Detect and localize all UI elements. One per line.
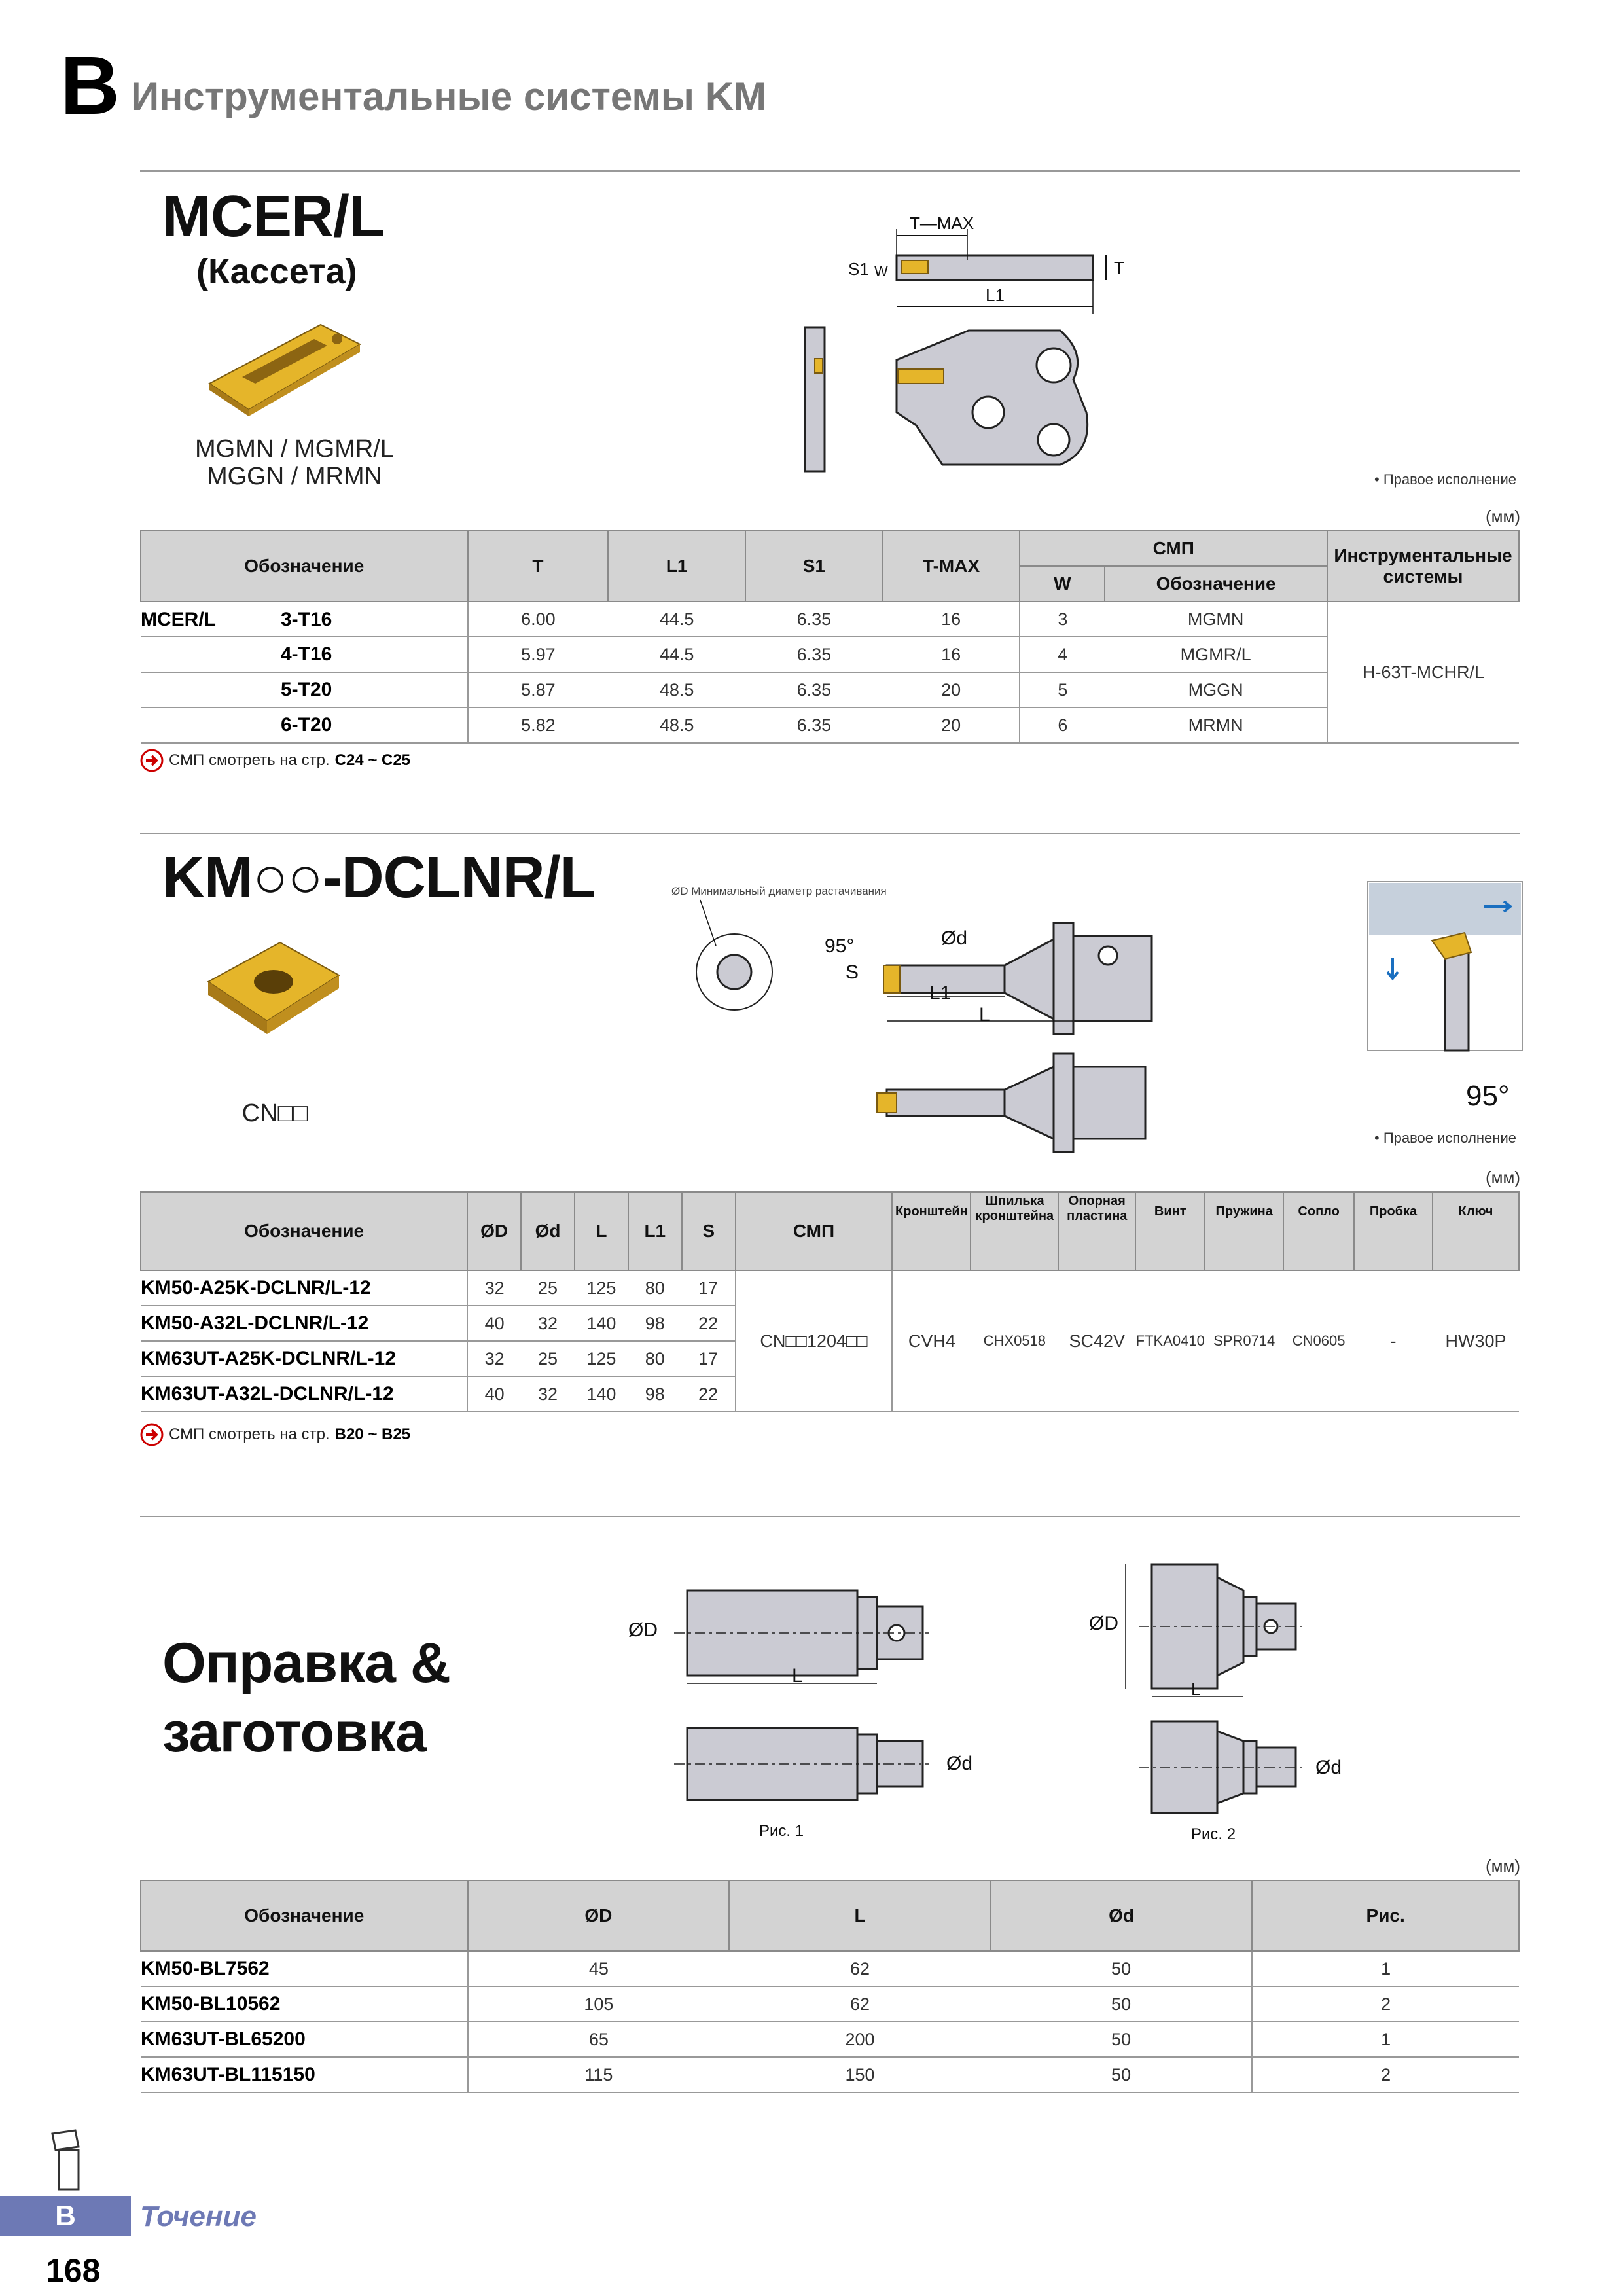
cassette-diagram — [785, 209, 1178, 484]
angle-label: 95° — [825, 935, 855, 957]
t-label: T — [1114, 258, 1124, 278]
table-row: KM50-A25K-DCLNR/L-12 32 25 125 80 17 CN□□1204□□ CVH4 CHX0518 SC42V FTKA0410 SPR0714 CN0605 - HW30P — [141, 1270, 1519, 1306]
mcer-subtitle: (Кассета) — [196, 252, 357, 291]
fig1-caption: Рис. 1 — [759, 1822, 804, 1840]
footer-tab[interactable]: B — [0, 2196, 131, 2236]
page-title: Инструментальные системы KM — [131, 75, 767, 118]
dclnr-table — [140, 1191, 1520, 1412]
fig1-L-label: L — [792, 1665, 803, 1687]
mcer-prefix: MCER/L — [141, 609, 216, 630]
right-hand-note-1: • Правое исполнение — [1374, 471, 1516, 488]
arrow-circle-icon — [140, 749, 164, 772]
w-label: W — [874, 263, 888, 279]
fig2-L-label: L — [1191, 1679, 1201, 1699]
col-w: W — [1020, 566, 1105, 601]
turning-tool-icon — [39, 2127, 105, 2193]
table-row: 5-T20 5.87 48.5 6.35 20 5 MGGN — [141, 672, 1519, 708]
col-nozzle: Сопло — [1283, 1192, 1354, 1270]
unit-mm-3: (мм) — [1486, 1856, 1521, 1876]
col-insert: СМП — [736, 1192, 893, 1270]
col-spring: Пружина — [1205, 1192, 1283, 1270]
col-D: ØD — [468, 1880, 730, 1951]
fig2-diagram — [1086, 1551, 1361, 1859]
boring-operation-icon — [1366, 880, 1524, 1052]
fig1-diagram — [615, 1571, 1021, 1859]
unit-mm-1: (мм) — [1486, 507, 1521, 526]
col-t: T — [468, 531, 609, 601]
col-systems: Инструментальные системы — [1327, 531, 1519, 601]
col-L: L — [575, 1192, 628, 1270]
section-divider-2 — [140, 1516, 1520, 1517]
insert-caption-2: MGGN / MRMN — [206, 463, 383, 490]
min-bore-label: ØD Минимальный диаметр растачивания — [671, 885, 887, 897]
insert-reference-1[interactable]: СМП смотреть на стр. C24 ~ C25 — [140, 749, 410, 772]
col-bracket-pin: Шпилька кронштейна — [971, 1192, 1058, 1270]
fig2-caption: Рис. 2 — [1191, 1825, 1236, 1843]
boring-bar-diagram — [661, 880, 1171, 1168]
section-divider-1 — [140, 833, 1520, 834]
table-row: KM63UT-A25K-DCLNR/L-12 32 25 125 80 17 — [141, 1341, 1519, 1376]
col-tmax: T-MAX — [883, 531, 1020, 601]
tmax-label: T—MAX — [910, 213, 974, 233]
l1-label: L1 — [929, 982, 952, 1004]
reference-pages: C24 ~ C25 — [334, 751, 411, 769]
insert-caption-1: MGMN / MGMR/L — [195, 435, 394, 463]
l1-label: L1 — [986, 285, 1005, 305]
page-number: 168 — [46, 2252, 101, 2289]
header-divider — [140, 170, 1520, 172]
col-insert: СМП — [1020, 531, 1327, 566]
blank-title-line2: заготовка — [162, 1701, 426, 1764]
d-label: Ød — [941, 927, 968, 949]
col-designation: Обозначение — [141, 1880, 468, 1951]
arrow-circle-icon — [140, 1423, 164, 1446]
table-row: MCER/L 3-T16 6.00 44.5 6.35 16 3 MGMN H-63T-MCHR/L — [141, 601, 1519, 637]
col-screw: Винт — [1135, 1192, 1205, 1270]
table-row: KM50-BL10562 105 62 50 2 — [141, 1986, 1519, 2022]
mcer-title: MCER/L — [162, 184, 384, 249]
reference-pages: B20 ~ B25 — [334, 1426, 411, 1443]
angle-big: 95° — [1466, 1080, 1510, 1112]
fig2-D-label: ØD — [1089, 1613, 1118, 1634]
table-row: KM63UT-BL115150 115 150 50 2 — [141, 2057, 1519, 2092]
unit-mm-2: (мм) — [1486, 1168, 1521, 1187]
col-fig: Рис. — [1252, 1880, 1519, 1951]
col-designation: Обозначение — [141, 1192, 467, 1270]
l-label: L — [979, 1004, 990, 1026]
col-D: ØD — [467, 1192, 521, 1270]
table-row: KM63UT-BL65200 65 200 50 1 — [141, 2022, 1519, 2057]
col-key: Ключ — [1433, 1192, 1519, 1270]
insert-reference-2[interactable]: СМП смотреть на стр. B20 ~ B25 — [140, 1423, 410, 1446]
fig1-D-label: ØD — [628, 1619, 658, 1641]
table-row: 4-T16 5.97 44.5 6.35 16 4 MGMR/L — [141, 637, 1519, 672]
blank-title-line1: Оправка & — [162, 1632, 450, 1695]
col-shim: Опорная пластина — [1058, 1192, 1135, 1270]
table-row: KM50-A32L-DCLNR/L-12 40 32 140 98 22 — [141, 1306, 1519, 1341]
s-label: S — [846, 961, 859, 983]
col-L: L — [729, 1880, 991, 1951]
fig1-d-label: Ød — [946, 1753, 973, 1774]
fig2-d-label: Ød — [1315, 1757, 1342, 1778]
cn-insert-caption: CN□□ — [241, 1100, 308, 1127]
col-s1: S1 — [745, 531, 883, 601]
footer-section-label: Точение — [140, 2200, 257, 2233]
col-bracket: Кронштейн — [892, 1192, 971, 1270]
col-plug: Пробка — [1354, 1192, 1433, 1270]
col-S: S — [682, 1192, 736, 1270]
blank-table — [140, 1880, 1520, 2093]
grooving-insert-image — [196, 305, 373, 416]
col-designation: Обозначение — [141, 531, 468, 601]
system-value: H-63T-MCHR/L — [1327, 601, 1519, 743]
insert-value: CN□□1204□□ — [736, 1270, 893, 1412]
s1-label: S1 — [848, 259, 869, 279]
right-hand-note-2: • Правое исполнение — [1374, 1130, 1516, 1146]
col-d: Ød — [521, 1192, 575, 1270]
col-d: Ød — [991, 1880, 1253, 1951]
cn-insert-image — [202, 929, 346, 1047]
col-insert-designation: Обозначение — [1105, 566, 1327, 601]
table-row: KM50-BL7562 45 62 50 1 — [141, 1951, 1519, 1986]
col-l1: L1 — [608, 531, 745, 601]
mcer-table — [140, 530, 1520, 744]
table-row: KM63UT-A32L-DCLNR/L-12 40 32 140 98 22 — [141, 1376, 1519, 1412]
col-L1: L1 — [628, 1192, 682, 1270]
dclnr-title: KM○○-DCLNR/L — [162, 845, 596, 910]
table-row: 6-T20 5.82 48.5 6.35 20 6 MRMN — [141, 708, 1519, 743]
section-letter: B — [60, 39, 120, 132]
